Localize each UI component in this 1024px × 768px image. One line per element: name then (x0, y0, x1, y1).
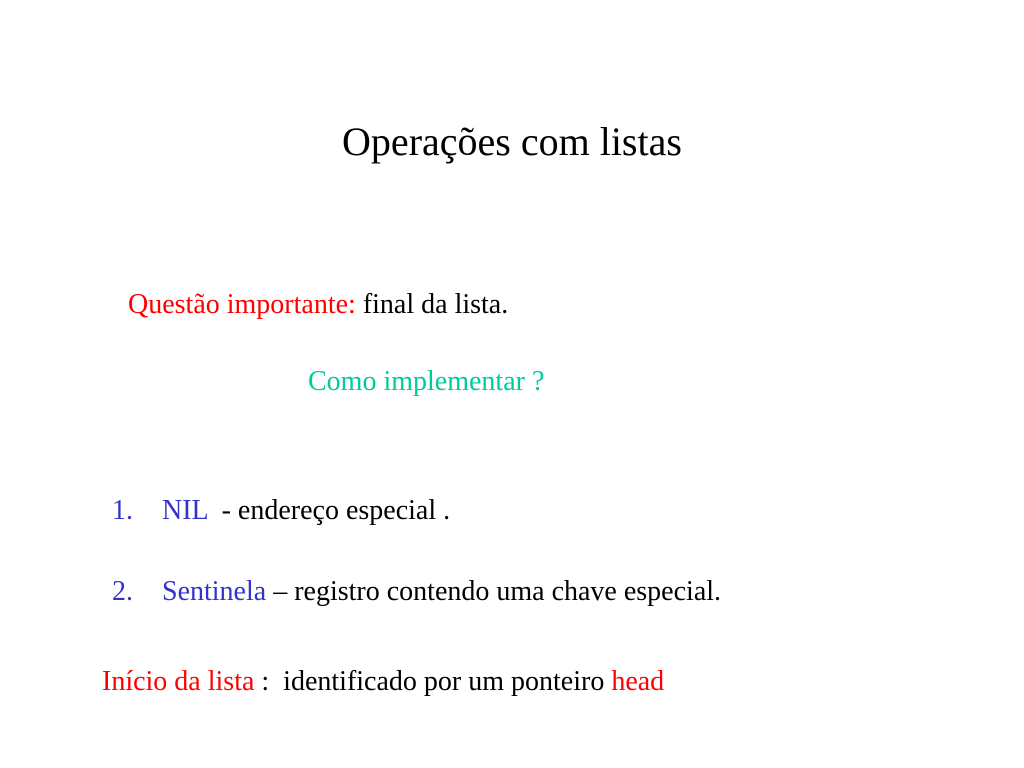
start-of-list-line (102, 668, 664, 696)
how-to-implement: Como implementar ? (308, 366, 545, 397)
item-number: 2. (112, 576, 133, 607)
head-keyword: head (611, 666, 665, 697)
item-term: NIL (162, 495, 208, 526)
list-item (112, 578, 721, 606)
question-line (128, 291, 508, 319)
item-text: – registro contendo uma chave especial. (273, 576, 722, 607)
question-text: final da lista. (362, 289, 509, 320)
slide-title: Operações com listas (342, 119, 682, 164)
item-term: Sentinela (162, 576, 267, 607)
start-label: Início da lista (102, 666, 255, 697)
question-label: Questão importante: (128, 289, 356, 320)
list-item (112, 497, 450, 525)
item-number: 1. (112, 495, 133, 526)
item-text: - endereço especial . (221, 495, 451, 526)
start-text: : identificado por um ponteiro (261, 666, 605, 697)
